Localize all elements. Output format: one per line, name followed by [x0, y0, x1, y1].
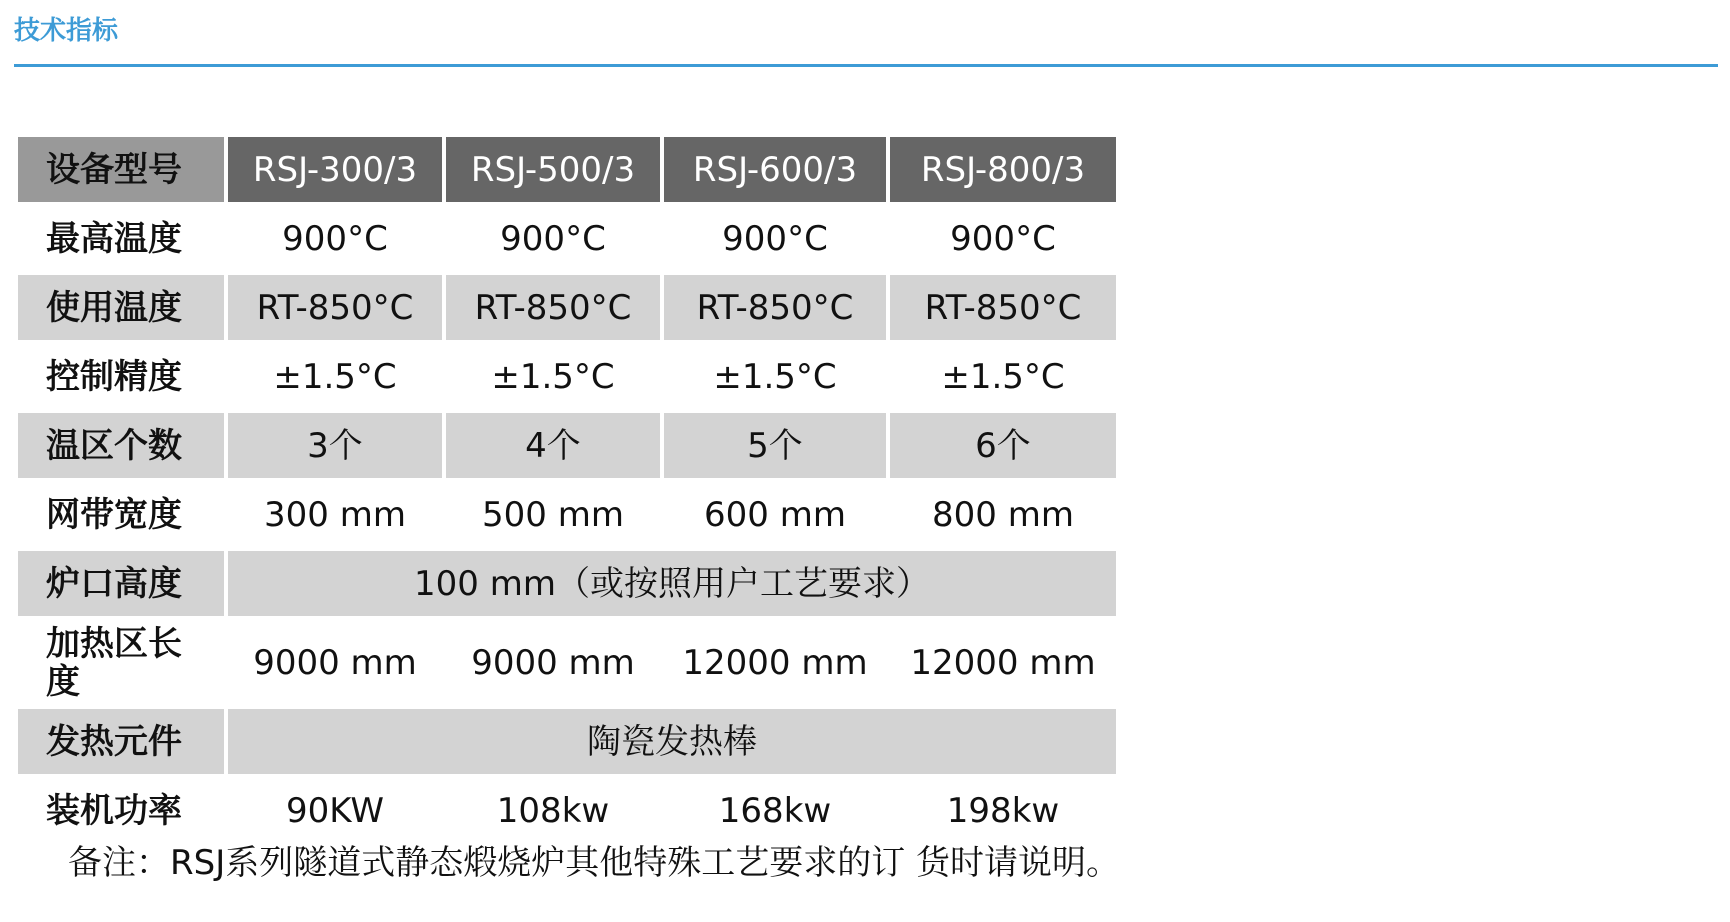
model-cell: RSJ-500/3 — [446, 137, 660, 202]
row-label: 网带宽度 — [46, 494, 182, 535]
merged-value-cell: 100 mm（或按照用户工艺要求） — [228, 551, 1116, 616]
row-label: 装机功率 — [46, 790, 182, 831]
row-label-cell — [18, 778, 224, 843]
value-cell: 6个 — [890, 413, 1116, 478]
row-label: 炉口高度 — [46, 563, 182, 604]
value-cell: 4个 — [446, 413, 660, 478]
row-label-cell — [18, 413, 224, 478]
value-cell: RT-850°C — [664, 275, 886, 340]
value-cell: 12000 mm — [890, 620, 1116, 705]
table-row — [18, 620, 1116, 705]
model-cell: RSJ-600/3 — [664, 137, 886, 202]
table-row — [18, 344, 1116, 409]
value-cell: RT-850°C — [228, 275, 442, 340]
value-cell: 12000 mm — [664, 620, 886, 705]
table-header-row — [18, 137, 1116, 202]
value-cell: RT-850°C — [446, 275, 660, 340]
row-label-cell — [18, 344, 224, 409]
row-label-cell — [18, 709, 224, 774]
value-cell: ±1.5°C — [446, 344, 660, 409]
value-cell: 900°C — [664, 206, 886, 271]
value-cell: ±1.5°C — [228, 344, 442, 409]
value-cell: 108kw — [446, 778, 660, 843]
model-cell: RSJ-300/3 — [228, 137, 442, 202]
table-row — [18, 551, 1116, 616]
value-cell: 500 mm — [446, 482, 660, 547]
merged-value-cell: 陶瓷发热棒 — [228, 709, 1116, 774]
table-row — [18, 778, 1116, 843]
row-label-cell — [18, 206, 224, 271]
table-row — [18, 709, 1116, 774]
value-cell: 900°C — [446, 206, 660, 271]
section-title: 技术指标 — [14, 16, 119, 46]
value-cell: ±1.5°C — [890, 344, 1116, 409]
row-label-cell — [18, 482, 224, 547]
table-row — [18, 275, 1116, 340]
row-label-cell — [18, 551, 224, 616]
row-label-cell — [18, 620, 224, 705]
spec-table — [14, 133, 1120, 847]
table-row — [18, 482, 1116, 547]
value-cell: 168kw — [664, 778, 886, 843]
row-label: 发热元件 — [46, 721, 182, 762]
value-cell: 900°C — [890, 206, 1116, 271]
row-label: 最高温度 — [46, 218, 182, 259]
model-cell: RSJ-800/3 — [890, 137, 1116, 202]
footnote: 备注：RSJ系列隧道式静态煅烧炉其他特殊工艺要求的订 货时请说明。 — [68, 843, 1121, 883]
row-label: 温区个数 — [46, 425, 182, 466]
value-cell: 900°C — [228, 206, 442, 271]
value-cell: 300 mm — [228, 482, 442, 547]
value-cell: 5个 — [664, 413, 886, 478]
table-row — [18, 413, 1116, 478]
header-label: 设备型号 — [46, 149, 182, 190]
row-label: 使用温度 — [46, 287, 182, 328]
value-cell: 3个 — [228, 413, 442, 478]
row-label: 控制精度 — [46, 356, 182, 397]
header-label-cell — [18, 137, 224, 202]
value-cell: 800 mm — [890, 482, 1116, 547]
table-row — [18, 206, 1116, 271]
row-label: 加热区长度 — [46, 623, 182, 702]
value-cell: 600 mm — [664, 482, 886, 547]
row-label-cell — [18, 275, 224, 340]
value-cell: 90KW — [228, 778, 442, 843]
value-cell: 9000 mm — [446, 620, 660, 705]
value-cell: 198kw — [890, 778, 1116, 843]
value-cell: RT-850°C — [890, 275, 1116, 340]
title-divider — [14, 64, 1718, 67]
value-cell: ±1.5°C — [664, 344, 886, 409]
value-cell: 9000 mm — [228, 620, 442, 705]
